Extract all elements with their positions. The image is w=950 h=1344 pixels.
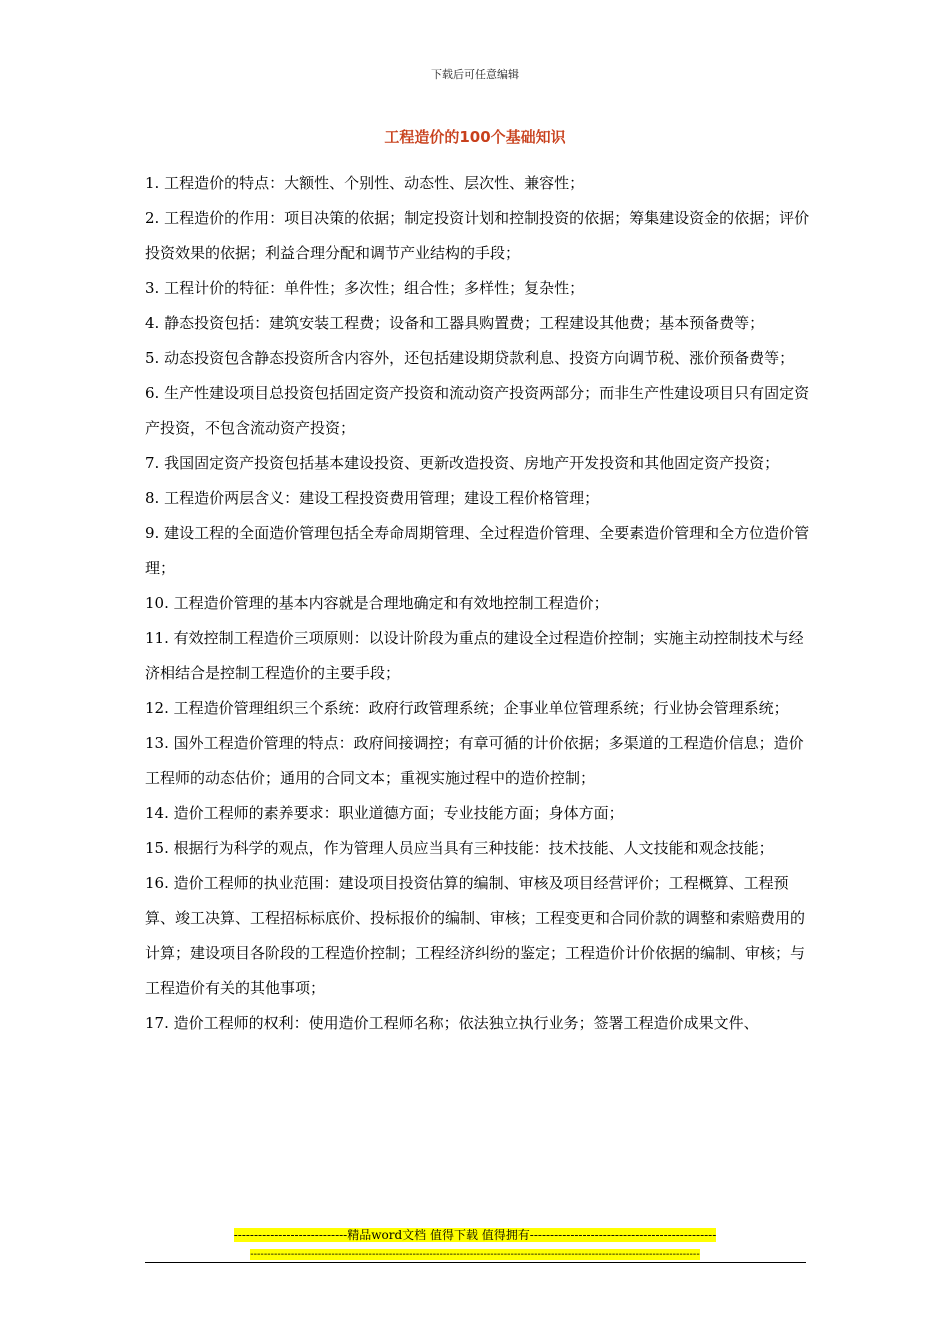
list-item: 3. 工程计价的特征：单件性；多次性；组合性；多样性；复杂性； — [145, 279, 585, 297]
list-item: 6. 生产性建设项目总投资包括固定资产投资和流动资产投资两部分；而非生产性建设项目只有固定资产投资，不包含流动资产投资； — [145, 384, 810, 437]
list-item: 16. 造价工程师的执业范围：建设项目投资估算的编制、审核及项目经营评价；工程概算、工程预算、竣工决算、工程招标标底价、投标报价的编制、审核；工程变更和合同价款的调整和索赔费用的计算；建设项目各阶段的工程造价控制；工程经济纠纷的鉴定；工程造价计价依据的编制、审核；与工程造价有关的其他事项； — [145, 874, 806, 997]
list-item: 2. 工程造价的作用：项目决策的依据；制定投资计划和控制投资的依据；筹集建设资金的依据；评价投资效果的依据；利益合理分配和调节产业结构的手段； — [145, 209, 810, 262]
list-item: 17. 造价工程师的权利：使用造价工程师名称；依法独立执行业务；签署工程造价成果文件、 — [145, 1014, 759, 1032]
page-footer — [0, 1226, 950, 1264]
list-item: 1. 工程造价的特点：大额性、个别性、动态性、层次性、兼容性； — [145, 174, 585, 192]
footer-banner: ----------------------------精品word文档 值得下载 值得拥有---------------------------------------------- — [233, 1228, 717, 1242]
list-item: 12. 工程造价管理组织三个系统：政府行政管理系统；企事业单位管理系统；行业协会管理系统； — [145, 699, 789, 717]
list-item: 11. 有效控制工程造价三项原则：以设计阶段为重点的建设全过程造价控制；实施主动控制技术与经济相结合是控制工程造价的主要手段； — [145, 629, 804, 682]
list-item: 7. 我国固定资产投资包括基本建设投资、更新改造投资、房地产开发投资和其他固定资产投资； — [145, 454, 780, 472]
list-item: 15. 根据行为科学的观点，作为管理人员应当具有三种技能：技术技能、人文技能和观念技能； — [145, 839, 774, 857]
list-item: 9. 建设工程的全面造价管理包括全寿命周期管理、全过程造价管理、全要素造价管理和全方位造价管理； — [145, 524, 810, 577]
list-item: 13. 国外工程造价管理的特点：政府间接调控；有章可循的计价依据；多渠道的工程造价信息；造价工程师的动态估价；通用的合同文本；重视实施过程中的造价控制； — [145, 734, 804, 787]
list-item: 14. 造价工程师的素养要求：职业道德方面；专业技能方面；身体方面； — [145, 804, 624, 822]
page-header: 下载后可任意编辑 — [431, 68, 519, 81]
list-item: 8. 工程造价两层含义：建设工程投资费用管理；建设工程价格管理； — [145, 489, 600, 507]
document-body — [145, 166, 810, 1041]
list-item: 4. 静态投资包括：建筑安装工程费；设备和工器具购置费；工程建设其他费；基本预备费等； — [145, 314, 765, 332]
footer-dashes: ------------------------------------------------------------------------------------------------------------------------------------- — [250, 1249, 700, 1260]
document-title: 工程造价的100个基础知识 — [384, 128, 566, 146]
footer-rule — [145, 1262, 806, 1263]
list-item: 10. 工程造价管理的基本内容就是合理地确定和有效地控制工程造价； — [145, 594, 609, 612]
list-item: 5. 动态投资包含静态投资所含内容外，还包括建设期贷款利息、投资方向调节税、涨价预备费等； — [145, 349, 795, 367]
